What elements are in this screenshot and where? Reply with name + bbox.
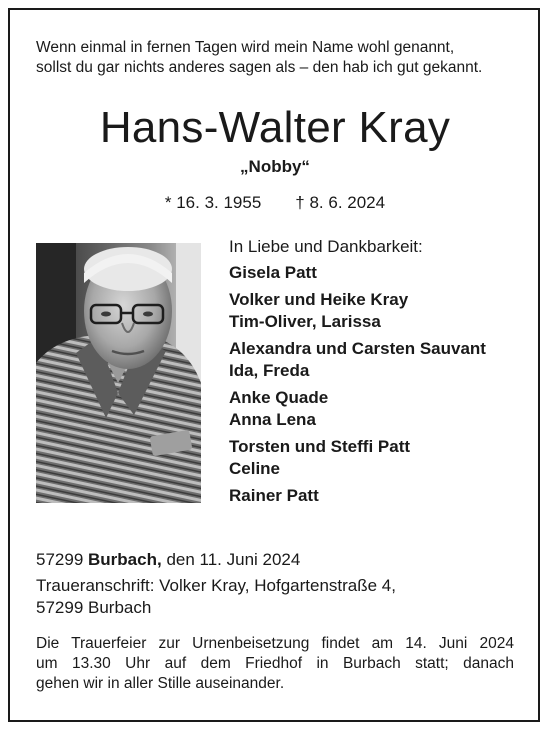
mourner-name: Tim-Oliver, Larissa (229, 311, 381, 331)
mourner-name: Volker und Heike Kray (229, 290, 409, 309)
notice-line: gehen wir in aller Stille auseinander. (36, 675, 285, 692)
address-line: Traueranschrift: Volker Kray, Hofgartenstraße 4, (36, 576, 396, 595)
mourner-group (229, 338, 529, 381)
funeral-notice (36, 634, 514, 694)
life-dates (0, 192, 550, 214)
place-date: den 11. Juni 2024 (166, 550, 301, 569)
place-zip: 57299 (36, 550, 84, 569)
mourner-name: Ida, Freda (229, 360, 310, 380)
birth-date: * 16. 3. 1955 (164, 193, 262, 212)
portrait-photo (36, 243, 201, 503)
death-date: † 8. 6. 2024 (295, 193, 386, 212)
mourner-group (229, 289, 529, 332)
mourning-address (36, 575, 516, 618)
mourner-name: Anna Lena (229, 409, 316, 429)
mourner-name: Alexandra und Carsten Sauvant (229, 339, 486, 358)
motto-verse (36, 38, 516, 78)
mourners-intro: In Liebe und Dankbarkeit: (229, 237, 423, 256)
motto-line: sollst du gar nichts anderes sagen als – den hab ich gut gekannt. (36, 59, 483, 76)
notice-line: Die Trauerfeier zur Urnenbeisetzung findet am 14. Juni 2024 (36, 635, 514, 652)
address-line: 57299 Burbach (36, 597, 152, 617)
mourner-name: Anke Quade (229, 388, 329, 407)
mourners-list (229, 236, 529, 513)
mourner-group (229, 485, 529, 507)
deceased-name: Hans-Walter Kray (99, 103, 451, 152)
mourner-name: Celine (229, 458, 281, 478)
deceased-nickname: „Nobby“ (240, 157, 310, 176)
place-city: Burbach, (88, 550, 162, 569)
mourner-group (229, 387, 529, 430)
notice-line: um 13.30 Uhr auf dem Friedhof in Burbach statt; danach (36, 655, 514, 672)
mourner-name: Gisela Patt (229, 262, 317, 282)
mourner-group (229, 262, 529, 284)
mourner-name: Torsten und Steffi Patt (229, 437, 411, 456)
place-and-date (36, 549, 516, 571)
mourner-name: Rainer Patt (229, 486, 319, 505)
motto-line: Wenn einmal in fernen Tagen wird mein Name wohl genannt, (36, 39, 455, 56)
mourner-group (229, 436, 529, 479)
